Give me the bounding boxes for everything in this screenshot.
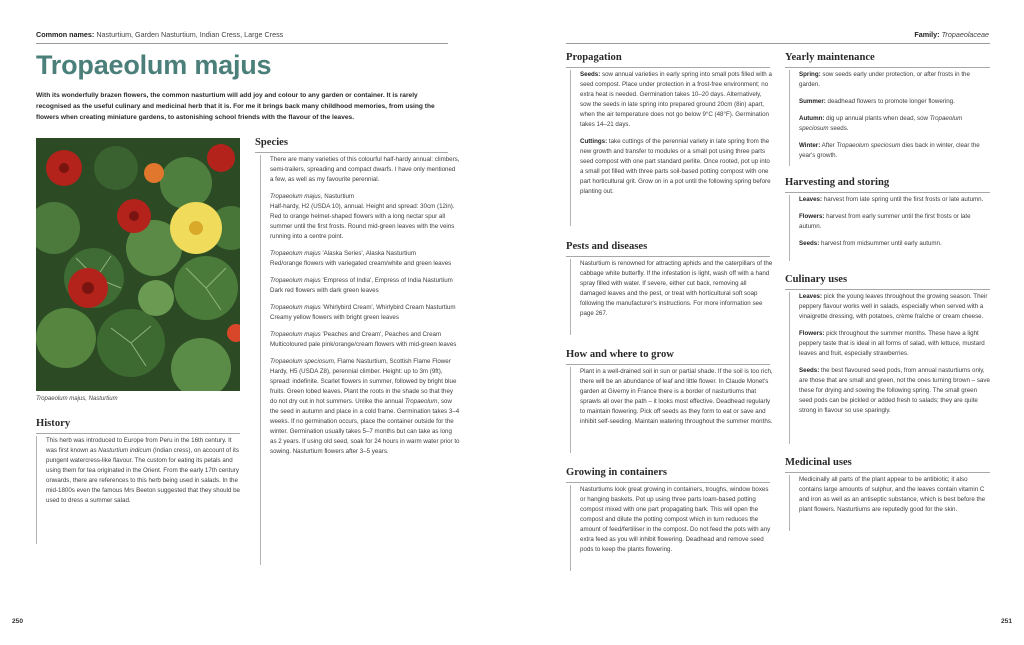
species-name-rest: 'Peaches and Cream', Peaches and Cream — [320, 331, 442, 338]
page-number-right: 251 — [1000, 618, 1012, 625]
culinary-label: Flowers: — [799, 330, 825, 337]
history-text-italic: Nasturtium indicum — [98, 447, 152, 454]
species-item — [270, 192, 460, 242]
propagation-body — [570, 70, 773, 226]
species-name: Tropaeolum majus — [270, 331, 321, 338]
family-name: Tropaeolaceae — [941, 30, 989, 39]
harvesting-text: harvest from early summer until the first frosts or late autumn. — [799, 213, 971, 230]
maintenance-text: After — [820, 142, 837, 149]
species-name: Tropaeolum majus — [270, 193, 321, 200]
culinary-label: Seeds: — [799, 367, 820, 374]
maintenance-text-b: seeds. — [828, 125, 849, 132]
harvesting-item — [799, 239, 992, 249]
medicinal-heading: Medicinal uses — [785, 457, 852, 468]
species-item — [270, 357, 460, 457]
species-name-rest: 'Whirlybird Cream', Whirlybird Cream Nasturtium — [320, 304, 456, 311]
medicinal-body — [789, 475, 992, 531]
culinary-item — [799, 292, 992, 322]
common-names: Nasturtium, Garden Nasturtium, Indian Cress, Large Cress — [96, 30, 284, 39]
species-item — [270, 303, 460, 323]
how-where-body — [570, 367, 773, 453]
propagation-seeds-text: sow annual varieties in early spring into small pots filled with a seed compost. Place under protection in a frost-free environment; no extra heat is needed. Germination takes 10–20 days. Alternatively, sow the seeds in late spring into prepared ground 20cm (8in) apart, when the air temperature does not go below 9°C (48°F). Germination takes 14–21 days. — [580, 71, 772, 128]
maintenance-heading: Yearly maintenance — [785, 52, 875, 63]
species-item — [270, 330, 460, 350]
maintenance-label: Summer: — [799, 98, 826, 105]
species-body — [260, 155, 460, 565]
running-header-right — [914, 30, 989, 39]
harvesting-label: Leaves: — [799, 196, 823, 203]
maintenance-item — [799, 97, 992, 107]
intro-paragraph: With its wonderfully brazen flowers, the common nasturtium will add joy and colour to any garden or container. It is rarely recognised as the useful culinary and medicinal herb that it is. For me it brings back many childhood memories, from using the flowers when creating miniature gardens, to astonishing school friends with the flavour of the leaves. — [36, 92, 435, 121]
harvesting-heading: Harvesting and storing — [785, 177, 890, 188]
species-name-rest: 'Empress of India', Empress of India Nasturtium — [320, 277, 453, 284]
containers-heading: Growing in containers — [566, 467, 668, 478]
propagation-cuttings — [580, 137, 773, 197]
maintenance-text: deadhead flowers to promote longer flowering. — [825, 98, 955, 105]
harvesting-label: Flowers: — [799, 213, 825, 220]
harvesting-rule — [785, 192, 990, 193]
species-desc: Red/orange flowers with variegated cream/white and green leaves — [270, 260, 452, 267]
propagation-cuttings-label: Cuttings: — [580, 138, 608, 145]
how-where-heading: How and where to grow — [566, 349, 674, 360]
family-label: Family: — [914, 30, 940, 39]
maintenance-italic: Tropaeolum speciosum — [799, 115, 963, 132]
maintenance-item — [799, 141, 992, 161]
containers-rule — [566, 482, 770, 483]
species-name: Tropaeolum speciosum — [270, 358, 334, 365]
propagation-rule — [566, 67, 770, 68]
harvesting-label: Seeds: — [799, 240, 820, 247]
species-name-rest: , Flame Nasturtium, Scottish Flame Flower — [333, 358, 451, 365]
maintenance-body — [789, 70, 992, 166]
header-rule-right — [566, 43, 990, 44]
maintenance-label: Spring: — [799, 71, 821, 78]
maintenance-item — [799, 70, 992, 90]
how-where-text: Plant in a well-drained soil in sun or partial shade. If the soil is too rich, there will be an abundance of leaf and little flower. In Claude Monet's garden at Giverny in France there is a border of nasturtiums that sprawls all over the path – it looks most effective. Deadhead regularly to maintain flowering. Pick off seeds as they form to eat or save and inhibit self-seeding. Maintain watering throughout the summer months. — [580, 368, 773, 425]
medicinal-rule — [785, 472, 990, 473]
page-title: Tropaeolum majus — [36, 50, 272, 80]
culinary-text: pick the young leaves throughout the growing season. Their peppery flavour works well in salads, especially when served with a vinaigrette dressing, with potatoes, crème fraîche or cream cheese. — [799, 293, 988, 320]
maintenance-text-b: dies back in winter, clear the year's growth. — [799, 142, 980, 159]
history-heading: History — [36, 418, 71, 429]
culinary-label: Leaves: — [799, 293, 823, 300]
maintenance-text: sow seeds early under protection, or after frosts in the garden. — [799, 71, 970, 88]
species-rule — [255, 152, 448, 153]
harvesting-item — [799, 195, 992, 205]
nasturtium-photo — [36, 138, 240, 391]
species-desc-italic: Tropaeolum — [404, 398, 438, 405]
maintenance-label: Autumn: — [799, 115, 825, 122]
species-desc: Creamy yellow flowers with bright green leaves — [270, 314, 399, 321]
species-name: Tropaeolum majus — [270, 304, 321, 311]
propagation-cuttings-text: take cuttings of the perennial variety in late spring from the new growth and transfer to modules or a small pot using three parts seed compost with one part standard perlite. Once rooted, pot up into a small pot filled with three parts soil-based potting compost with one part horticultural grit. Grow on in a pot until the following spring before planting out. — [580, 138, 771, 195]
culinary-rule — [785, 289, 990, 290]
maintenance-rule — [785, 67, 990, 68]
running-header-left — [36, 30, 283, 39]
nasturtium-illustration — [36, 138, 240, 391]
harvesting-item — [799, 212, 992, 232]
harvesting-body — [789, 195, 992, 261]
common-names-label: Common names: — [36, 30, 95, 39]
pests-rule — [566, 256, 770, 257]
species-heading: Species — [255, 137, 288, 148]
maintenance-text: dig up annual plants when dead, sow — [824, 115, 930, 122]
propagation-heading: Propagation — [566, 52, 622, 63]
species-desc: Half-hardy, H2 (USDA 10), annual. Height and spread: 30cm (12in). Red to orange helmet-shaped flowers with a long nectar spur all summer until the first frosts. Round mid-green leaves with the veins running into a centre point. — [270, 203, 455, 240]
species-desc: Hardy, H5 (USDA Z8), perennial climber. Height: up to 3m (9ft), spread: indefinite. Scarlet flowers in summer, followed by bright blue fruits. Green lobed leaves. Plant the roots in the shade so that they do not dry out in hot summers. Unlike the annual — [270, 368, 457, 405]
culinary-body — [789, 292, 992, 444]
species-name: Tropaeolum majus — [270, 250, 321, 257]
species-name-rest: 'Alaska Series', Alaska Nasturtium — [320, 250, 416, 257]
harvesting-text: harvest from late spring until the first frosts or late autumn. — [822, 196, 984, 203]
culinary-item — [799, 366, 992, 416]
species-desc: Multicoloured pale pink/orange/cream flowers with mid-green leaves — [270, 341, 457, 348]
propagation-seeds — [580, 70, 773, 130]
species-intro: There are many varieties of this colourful half-hardy annual: climbers, semi-trailers, spreading and compact dwarfs. I have only mentioned a few, as well as my favourite perennial. — [270, 156, 460, 183]
species-desc: Dark red flowers with dark green leaves — [270, 287, 379, 294]
containers-text: Nasturtiums look great growing in containers, troughs, window boxes or hanging baskets. Pot up using three parts loam-based potting compost mixed with one part propagating bark. This will open the compost and dilute the potting compost which in turn reduces the amount of feed/fertiliser in the compost. Do not feed the pots with any extra feed as you will inhibit flowering. Deadhead and remove seed pods to keep the plants flowering. — [580, 486, 771, 553]
culinary-item — [799, 329, 992, 359]
history-rule — [36, 433, 240, 434]
pests-body — [570, 259, 773, 335]
species-desc-b: , sow the seed in autumn and place in a cold frame. Germination takes 3–4 weeks. If no germination occurs, place the container outside for the winter. Germination usually takes 5–7 months but can take as long as 2 years. If using old seed, soak for 24 hours in warm water prior to sowing. Nasturtium flowers after 3–5 years. — [270, 398, 460, 455]
maintenance-item — [799, 114, 992, 134]
culinary-heading: Culinary uses — [785, 274, 848, 285]
header-rule-left — [36, 43, 448, 44]
species-name: Tropaeolum majus — [270, 277, 321, 284]
history-text-b: (Indian cress), on account of its pungent watercress-like flavour. The custom for eating its petals and using them for tea originated in the Orient. From the early 17th century onwards, there are references to this herb being used in salads. In the mid-1800s even the famous Mrs Beeton suggested that they should be used to dress a summer salad. — [46, 447, 240, 504]
harvesting-text: harvest from midsummer until early autumn. — [819, 240, 942, 247]
page-number-left: 250 — [12, 618, 24, 625]
history-text-a: This herb was introduced to Europe from Peru in the 16th century. It was first known as — [46, 437, 232, 454]
maintenance-label: Winter: — [799, 142, 821, 149]
medicinal-text: Medicinally all parts of the plant appear to be antibiotic; it also contains large amounts of sulphur, and the leaves contain vitamin C and iron as well as an antiseptic substance, which is best before the plant flowers. Nasturtiums are reputedly good for the skin. — [799, 476, 986, 513]
maintenance-italic: Tropaeolum speciosum — [836, 142, 901, 149]
pests-text: Nasturtium is renowned for attracting aphids and the caterpillars of the cabbage white butterfly. If the infestation is light, wash off with a hand spray filled with water. If severe, either cut back, removing all damaged leaves and the pest, or treat with horticultural soft soap following the manufacturer's instructions. For more information see page 267. — [580, 260, 773, 317]
culinary-text: pick throughout the summer months. These have a light peppery taste that is ideal in all forms of salad, with lettuce, mustard leaves and fruit, especially strawberries. — [799, 330, 985, 357]
how-where-rule — [566, 364, 770, 365]
culinary-text: the best flavoured seed pods, from annual nasturtiums only, are those that are small and green, not the ones turning brown – save these for drying and sowing the following spring. The small green seed pods can be pickled or added fresh to salads; they are quite strong in flavour so use sparingly. — [799, 367, 990, 414]
history-body — [36, 436, 240, 544]
pests-heading: Pests and diseases — [566, 241, 648, 252]
history-text — [46, 436, 240, 506]
propagation-seeds-label: Seeds: — [580, 71, 601, 78]
containers-body — [570, 485, 773, 571]
species-name-rest: , Nasturtium — [320, 193, 355, 200]
photo-caption: Tropaeolum majus, Nasturtium — [36, 396, 118, 402]
species-item — [270, 276, 460, 296]
species-item — [270, 249, 460, 269]
